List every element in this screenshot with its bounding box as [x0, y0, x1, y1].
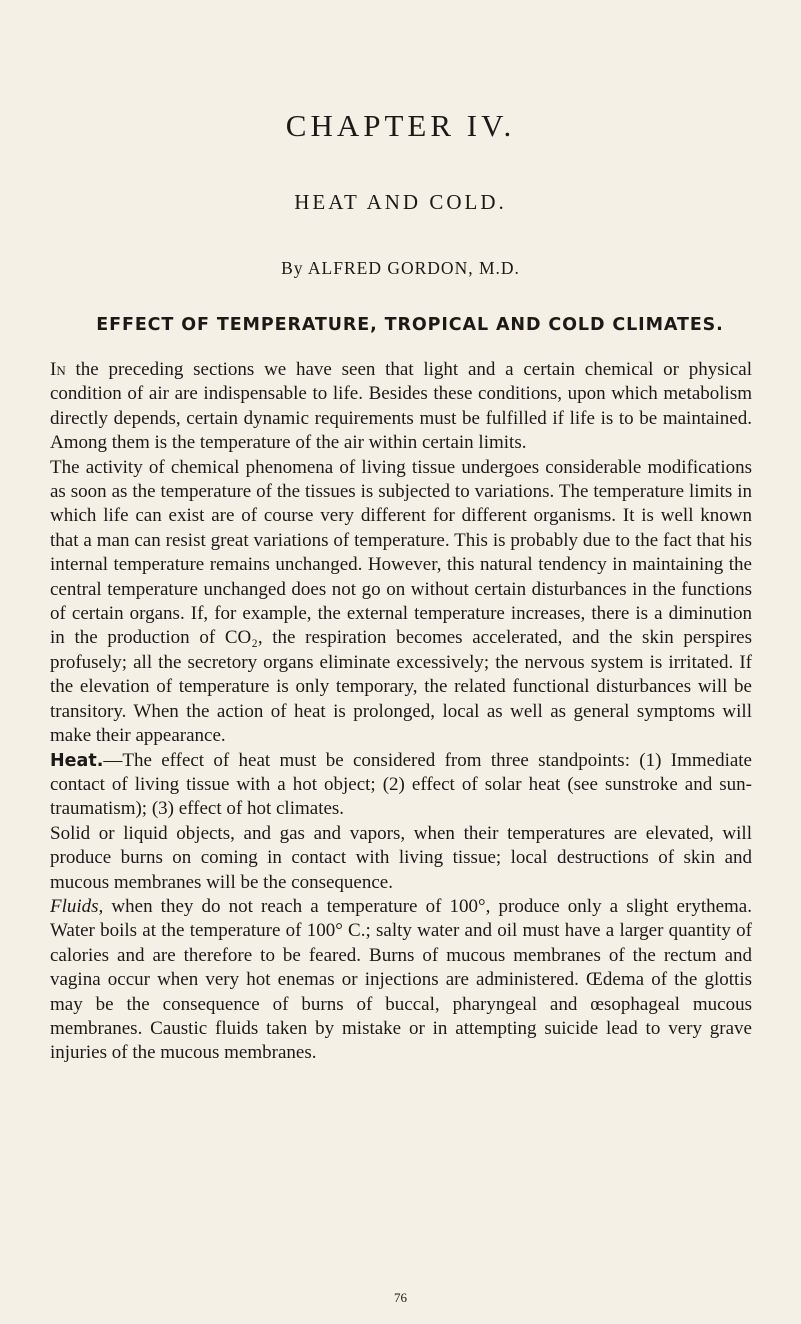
paragraph-fluids: [50, 895, 752, 1066]
page-number: 76: [394, 1290, 407, 1305]
paragraph-heat-text: —The effect of heat must be considered from three standpoints: (1) Immediate contact of living tissue with a hot object; (2) effect of solar heat (see sunstroke and sun-traumatism); (3) effect of hot climates.: [50, 749, 752, 820]
paragraph-heat: [50, 749, 752, 822]
section-heading: EFFECT OF TEMPERATURE, TROPICAL AND COLD CLIMATES.: [96, 315, 724, 335]
paragraph-2: The activity of chemical phenomena of living tissue undergoes considerable modifications as soon as the temperature of the tissues is subjected to variations. The temperature limits in which life can exist are of course very different for different organisms. It is well known that a man can resist great variations of temperature. This is probably due to the fact that his internal temperature remains unchanged. However, this natural tendency in maintaining the central temperature unchanged does not go on without certain disturbances in the functions of certain organs. If, for example, the external temperature increases, there is a diminution in the production of CO₂, the respiration becomes accelerated, and the skin perspires profusely; all the secretory organs eliminate excessively; the nervous system is irritated. If the elevation of temperature is only temporary, the related functional disturbances will be transitory. When the action of heat is prolonged, local as well as general symptoms will make their appearance.: [50, 456, 752, 747]
paragraph-1-text: the preceding sections we have seen that light and a certain chemical or physical condition of air are indispensable to life. Besides these conditions, upon which metabolism directly depends, certain dynamic requirements must be fulfilled if life is to be maintained. Among them is the temperature of the air within certain limits.: [50, 359, 753, 454]
paragraph-4: Solid or liquid objects, and gas and vapors, when their temperatures are elevated, will produce burns on coming in contact with living tissue; local destructions of skin and mucous membranes will be the consequence.: [50, 822, 752, 893]
body-text: [50, 358, 752, 1066]
chapter-title: HEAT AND COLD.: [294, 190, 507, 214]
runin-heading-heat: Heat.: [50, 750, 104, 771]
chapter-heading: CHAPTER IV.: [285, 108, 516, 143]
author-byline: By ALFRED GORDON, M.D.: [281, 258, 520, 278]
paragraph-1: [50, 358, 752, 456]
paragraph-lead-in: In: [50, 359, 66, 380]
paragraph-fluids-text: when they do not reach a temperature of 100°, produce only a slight erythema. Water boils at the temperature of 100° C.; salty water and oil must have a larger quantity of calories and are therefore to be feared. Burns of mucous membranes of the rectum and vagina occur when very hot enemas or injections are administered. Œdema of the glottis may be the consequence of burns of buccal, pharyngeal and œsophageal mucous membranes. Caustic fluids taken by mistake or in attempting suicide lead to very grave injuries of the mucous membranes.: [50, 895, 752, 1064]
italic-term-fluids: Fluids,: [50, 895, 104, 917]
